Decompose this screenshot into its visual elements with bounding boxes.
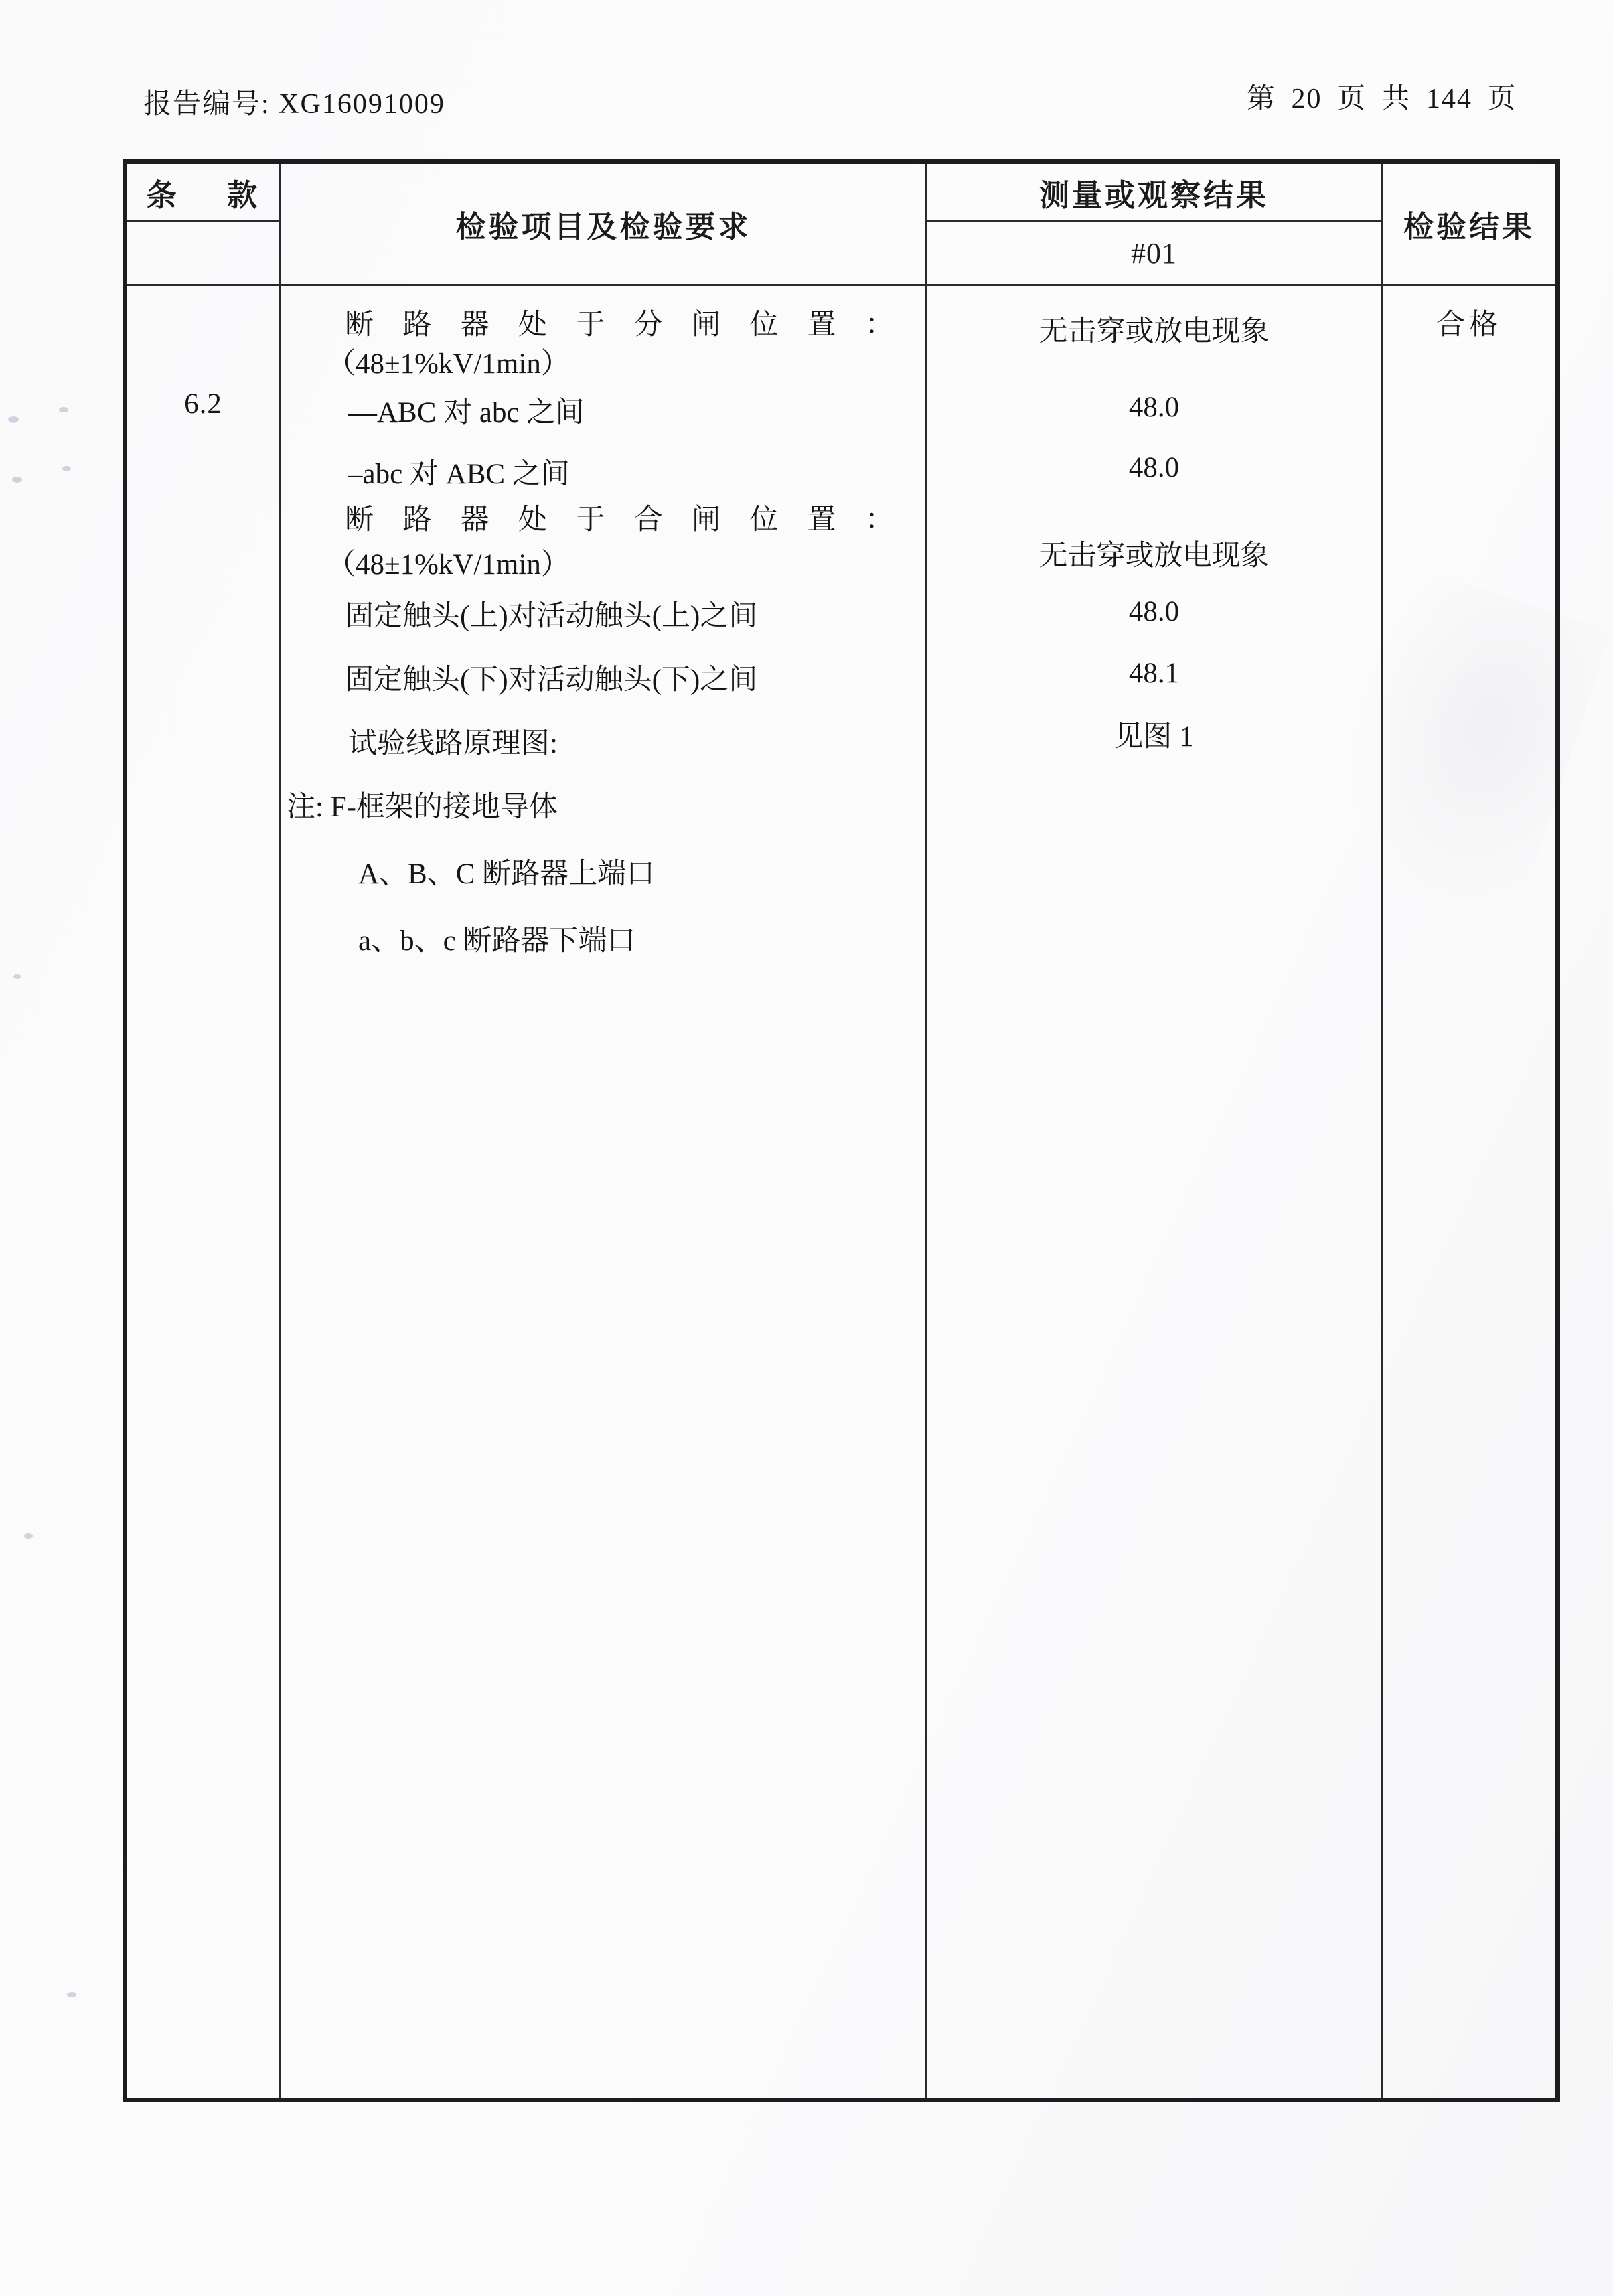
scan-artifact <box>12 477 22 483</box>
verdict-value: 合格 <box>1436 309 1502 341</box>
report-number: 报告编号: XG16091009 <box>143 89 445 120</box>
column-header-item: 检验项目及检验要求 <box>281 164 927 286</box>
requirement-line: –abc 对 ABC 之间 <box>348 459 570 490</box>
requirement-line: —ABC 对 abc 之间 <box>348 397 585 429</box>
column-header-clause-spacer <box>127 222 281 286</box>
scan-artifact <box>59 407 68 412</box>
result-value: 48.0 <box>1128 392 1180 423</box>
scan-artifact <box>24 1533 33 1539</box>
result-value: 无击穿或放电现象 <box>1039 316 1270 348</box>
clause-number: 6.2 <box>184 388 222 420</box>
result-value: 见图 1 <box>1114 721 1194 753</box>
requirement-line: （48±1%kV/1min） <box>327 348 570 380</box>
result-value: 48.0 <box>1128 452 1180 483</box>
column-header-result-group: 测量或观察结果 <box>927 164 1383 222</box>
column-header-verdict: 检验结果 <box>1383 164 1555 286</box>
results-cell <box>927 286 1383 2098</box>
requirement-line: 固定触头(下)对活动触头(下)之间 <box>345 664 758 696</box>
verdict-cell <box>1383 286 1555 2098</box>
column-header-clause <box>127 164 281 222</box>
requirement-line: 断路器处于分闸位置： <box>345 309 895 341</box>
column-header-sample-id: #01 <box>927 222 1383 286</box>
clause-cell <box>127 286 281 2098</box>
requirements-cell <box>281 286 927 2098</box>
requirement-line: 固定触头(上)对活动触头(上)之间 <box>345 601 758 632</box>
scan-artifact <box>62 466 71 471</box>
scan-artifact <box>13 974 21 979</box>
requirement-line: A、B、C 断路器上端口 <box>358 858 656 890</box>
scan-artifact <box>8 416 19 423</box>
requirement-line: 试验线路原理图: <box>348 728 558 759</box>
scan-artifact <box>67 1992 76 1997</box>
result-value: 48.0 <box>1128 596 1180 627</box>
requirement-note-line: 注: F-框架的接地导体 <box>287 791 558 823</box>
column-header-clause-label: 条 款 <box>146 177 260 212</box>
page-indicator: 第 20 页 共 144 页 <box>1247 84 1517 114</box>
inspection-table <box>123 159 1560 2102</box>
result-value: 48.1 <box>1128 658 1180 689</box>
requirement-line: 断路器处于合闸位置： <box>345 504 895 536</box>
result-value: 无击穿或放电现象 <box>1039 540 1270 572</box>
requirement-line: （48±1%kV/1min） <box>327 549 570 581</box>
requirement-line: a、b、c 断路器下端口 <box>358 925 636 957</box>
